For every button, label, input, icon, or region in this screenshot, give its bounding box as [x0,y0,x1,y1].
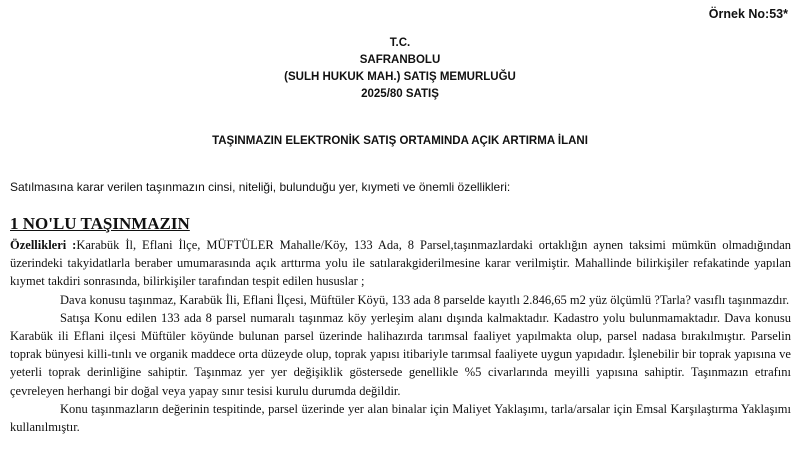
document-header [0,35,800,103]
header-office: (SULH HUKUK MAH.) SATIŞ MEMURLUĞU [284,71,516,83]
features-label: Özellikleri : [10,238,77,252]
intro-text: Satılmasına karar verilen taşınmazın cinsi, niteliği, bulunduğu yer, kıymeti ve önemli özellikleri: [10,180,511,194]
description-paragraph-1: Dava konusu taşınmaz, Karabük İli, Eflani İlçesi, Müftüler Köyü, 133 ada 8 parselde kayıtlı 2.846,65 m2 yüz ölçümlü ?Tarla? vasıflı taşınmazdır. [60,292,790,307]
property-description [10,236,791,436]
header-district: SAFRANBOLU [359,54,441,66]
description-paragraph-3: Konu taşınmazların değerinin tespitinde, parsel üzerinde yer alan binalar için Maliyet Yaklaşımı, tarla/arsalar için Emsal Karşılaştırma Yaklaşımı kullanılmıştır. [10,401,791,435]
description-paragraph-2: Satışa Konu edilen 133 ada 8 parsel numaralı taşınmaz köy yerleşim alanı dışında kalmaktadır. Kadastro yolu bulunmamaktadır. Dava konusu Karabük ili Eflani ilçesi Müftüler köyünde bulunan parsel üzerinde halihazırda tarımsal faaliyet yapılmakta olup, parsel nadasa bırakılmıştır. Parselin toprak bünyesi killi-tınlı ve organik maddece orta düzeyde olup, toprak yapısı itibariyle tarımsal faaliyete uygun yapıdadır. İşlenebilir bir toprak yapısına ve yeterli toprak derinliğine sahiptir. Taşınmaz yer yer değişiklik göstersede genellikle %5 civarlarında meyilli yapısına sahiptir. Taşınmazın etrafını çevreleyen herhangi bir doğal veya yapay sınır tesisi kurulu durumda değildir. [10,310,791,398]
property-heading: 1 NO'LU TAŞINMAZIN [10,214,190,233]
header-file-number: 2025/80 SATIŞ [361,88,439,100]
features-text: Karabük İl, Eflani İlçe, MÜFTÜLER Mahalle/Köy, 133 Ada, 8 Parsel,taşınmazlardaki ortaklığın aynen taksimi mümkün olmadığından üzerindeki takyidatlarla beraber umumarasında açık arttırma yolu ile satılarakgiderilmesine karar verilmiştir. Mahallinde bilirkişiler refakatinde yapılan kıymet takdiri sonrasında, bilirkişiler tarafından tespit edilen hususlar ; [10,238,791,289]
document-title: TAŞINMAZIN ELEKTRONİK SATIŞ ORTAMINDA AÇIK ARTIRMA İLANI [212,135,588,147]
header-republic: T.C. [389,37,411,49]
sample-number: Örnek No:53* [708,7,788,21]
features-paragraph [10,236,791,291]
